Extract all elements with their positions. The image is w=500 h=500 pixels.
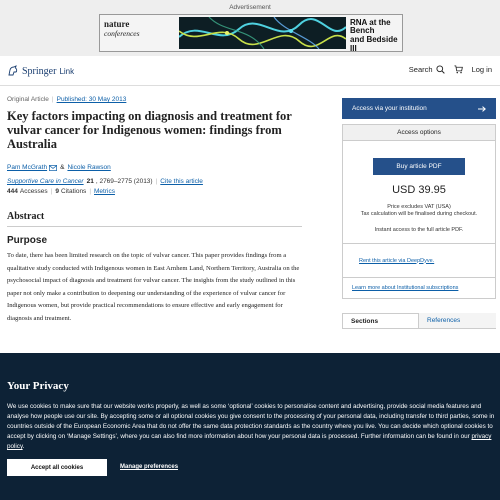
published-date-link[interactable]: Published: 30 May 2013 bbox=[56, 96, 127, 103]
institutional-subscriptions-link[interactable]: Learn more about Institutional subscriptions bbox=[352, 285, 459, 291]
article-price: USD 39.95 bbox=[392, 184, 446, 196]
ad-logo-line2: conferences bbox=[104, 29, 140, 38]
nature-conferences-logo bbox=[104, 20, 140, 38]
access-options-heading: Access options bbox=[343, 125, 495, 141]
search-label: Search bbox=[408, 65, 433, 74]
instant-access-note: Instant access to the full article PDF. bbox=[374, 227, 464, 233]
ad-label: Advertisement bbox=[229, 4, 271, 11]
search-button[interactable] bbox=[409, 65, 445, 74]
price-note bbox=[351, 204, 487, 218]
ad-logo-line1: nature bbox=[104, 19, 130, 29]
ad-headline2: and Bedside III bbox=[350, 35, 398, 53]
vat-note: Price excludes VAT (USA) bbox=[387, 204, 451, 210]
sidebar-tabs bbox=[342, 313, 496, 329]
tax-note: Tax calculation will be finalised during checkout. bbox=[360, 211, 478, 217]
article-meta: Original Article | Published: 30 May 2013 bbox=[7, 96, 127, 103]
abstract-paragraph: To date, there has been limited research on the topic of vulvar cancer. This paper provides findings from a qualitative study conducted with Indigenous women in East Arnhem Land, Northern Territory, Australia on the psychosocial impact of diagnosis and treatment for vulvar cancer. The insights from the study outlined in this paper not only make a contribution to deepening our understanding of the experience of vulvar cancer for Indigenous women, but provide practical recommendations to ensure effective and early engagement for diagnosis and treatment. bbox=[7, 252, 300, 322]
citations-count: 9 bbox=[55, 188, 60, 195]
search-icon bbox=[436, 65, 445, 74]
subscriptions-section bbox=[343, 278, 495, 298]
article-stats: 444 Accesses | 9 Citations | Metrics bbox=[7, 188, 115, 195]
privacy-body: We use cookies to make sure that our website works properly, as well as some ‘optional’ cookies to personalise content and advertising, provide social media features and analyse how people use our site. By accepting some or all optional cookies you give consent to the processing of your personal data, including transfer to third parties, some in countries outside of the European Economic Area that do not offer the same data protection standards as the country where you live. You can decide which optional cookies to accept by clicking on ‘Manage Settings’, where you can also find more information about how your personal data is processed. Further information can be found in our bbox=[7, 403, 495, 440]
purpose-heading: Purpose bbox=[7, 235, 48, 246]
accept-cookies-button[interactable]: Accept all cookies bbox=[7, 459, 107, 476]
tab-references[interactable]: References bbox=[419, 313, 496, 328]
rna-strand-image bbox=[179, 17, 346, 49]
access-sidebar bbox=[342, 98, 496, 329]
author-separator: & bbox=[60, 164, 65, 171]
ad-banner[interactable] bbox=[99, 14, 403, 52]
privacy-title: Your Privacy bbox=[7, 380, 69, 392]
author-list bbox=[7, 164, 302, 171]
privacy-text-end: . bbox=[22, 443, 25, 450]
journal-volume: 21 bbox=[86, 178, 94, 185]
privacy-policy-link[interactable]: privacy policy bbox=[7, 433, 492, 450]
header-nav bbox=[409, 65, 492, 74]
site-header bbox=[0, 56, 500, 86]
arrow-right-icon bbox=[478, 106, 486, 112]
cart-icon bbox=[454, 65, 463, 74]
cite-article-link[interactable]: Cite this article bbox=[160, 178, 203, 185]
accesses-count: 444 bbox=[7, 188, 18, 195]
author-link[interactable]: Pam McGrath bbox=[7, 164, 48, 171]
privacy-banner bbox=[0, 353, 500, 500]
advertisement-bar bbox=[0, 0, 500, 56]
email-icon[interactable] bbox=[49, 165, 57, 171]
buy-article-section bbox=[343, 141, 495, 244]
article-main bbox=[7, 96, 302, 325]
access-institution-button[interactable] bbox=[342, 98, 496, 119]
metrics-link[interactable]: Metrics bbox=[94, 188, 115, 195]
abstract-heading: Abstract bbox=[7, 211, 302, 227]
article-title: Key factors impacting on diagnosis and treatment for vulvar cancer for Indigenous women: findings from Australia bbox=[7, 109, 292, 151]
login-link[interactable]: Log in bbox=[471, 65, 492, 74]
ad-artwork bbox=[179, 17, 346, 49]
journal-pages: , 2769–2775 (2013) bbox=[95, 178, 153, 185]
springer-link-logo[interactable] bbox=[7, 65, 74, 77]
brand-sub: Link bbox=[59, 66, 75, 76]
ad-headline1: RNA at the Bench bbox=[350, 18, 391, 35]
springer-horse-icon bbox=[7, 65, 19, 77]
citations-label: Citations bbox=[61, 188, 87, 195]
brand-name: Springer bbox=[22, 65, 57, 77]
cart-button[interactable] bbox=[454, 65, 463, 74]
deepdyve-section bbox=[343, 244, 495, 278]
access-options-box bbox=[342, 124, 496, 299]
accesses-label: Accesses bbox=[19, 188, 48, 195]
privacy-text bbox=[7, 402, 495, 452]
tab-sections[interactable]: Sections bbox=[342, 313, 419, 328]
author-link[interactable]: Nicole Rawson bbox=[67, 164, 111, 171]
manage-preferences-button[interactable]: Manage preferences bbox=[120, 464, 179, 470]
journal-link[interactable]: Supportive Care in Cancer bbox=[7, 178, 84, 185]
deepdyve-link[interactable]: Rent this article via DeepDyve. bbox=[359, 257, 435, 264]
buy-pdf-button[interactable]: Buy article PDF bbox=[373, 158, 465, 175]
institution-button-label: Access via your institution bbox=[352, 105, 427, 112]
article-type: Original Article bbox=[7, 96, 49, 103]
journal-info: Supportive Care in Cancer 21 , 2769–2775 (2013) | Cite this article bbox=[7, 178, 203, 185]
